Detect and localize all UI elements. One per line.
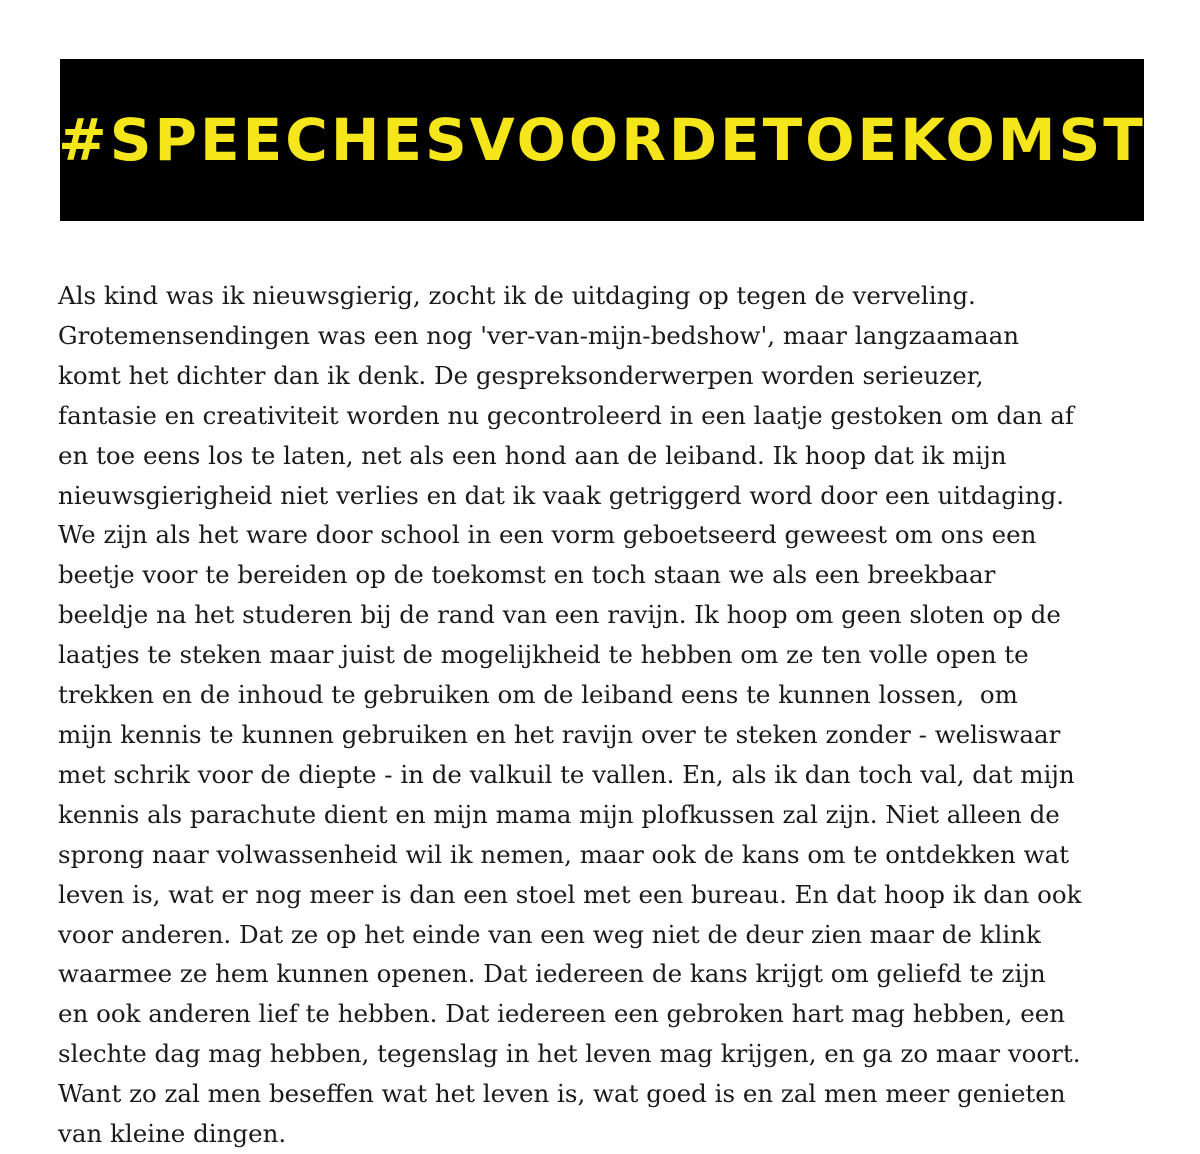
article-line: sprong naar volwassenheid wil ik nemen, maar ook de kans om te ontdekken wat bbox=[58, 839, 1070, 869]
article-line: waarmee ze hem kunnen openen. Dat iedereen de kans krijgt om geliefd te zijn bbox=[58, 959, 1046, 989]
article-body bbox=[58, 276, 1148, 1154]
article-line: voor anderen. Dat ze op het einde van een weg niet de deur zien maar de klink bbox=[58, 919, 1041, 949]
article-line: van kleine dingen. bbox=[58, 1119, 287, 1149]
article-line: kennis als parachute dient en mijn mama mijn plofkussen zal zijn. Niet alleen de bbox=[58, 799, 1060, 829]
article-line: fantasie en creativiteit worden nu gecontroleerd in een laatje gestoken om dan af bbox=[58, 400, 1074, 430]
article-line: nieuwsgierigheid niet verlies en dat ik vaak getriggerd word door een uitdaging. bbox=[58, 480, 1065, 510]
article-line: komt het dichter dan ik denk. De gespreksonderwerpen worden serieuzer, bbox=[58, 360, 984, 390]
article-line: Grotemensendingen was een nog 'ver-van-mijn-bedshow', maar langzaamaan bbox=[58, 320, 1020, 350]
article-line: trekken en de inhoud te gebruiken om de leiband eens te kunnen lossen, om bbox=[58, 680, 1018, 710]
article-line: Als kind was ik nieuwsgierig, zocht ik de uitdaging op tegen de verveling. bbox=[58, 281, 976, 310]
banner-title: #SPEECHESVOORDETOEKOMST bbox=[58, 106, 1146, 174]
article-line: leven is, wat er nog meer is dan een stoel met een bureau. En dat hoop ik dan ook bbox=[58, 879, 1082, 909]
article-line: mijn kennis te kunnen gebruiken en het ravijn over te steken zonder - weliswaar bbox=[58, 719, 1061, 749]
article-line: beeldje na het studeren bij de rand van een ravijn. Ik hoop om geen sloten op de bbox=[58, 600, 1061, 630]
article-line: Want zo zal men beseffen wat het leven is, wat goed is en zal men meer genieten bbox=[58, 1079, 1066, 1109]
article-line: slechte dag mag hebben, tegenslag in het leven mag krijgen, en ga zo maar voort. bbox=[58, 1039, 1081, 1069]
article-line: We zijn als het ware door school in een vorm geboetseerd geweest om ons een bbox=[58, 520, 1037, 550]
article-line: met schrik voor de diepte - in de valkuil te vallen. En, als ik dan toch val, dat mijn bbox=[58, 759, 1075, 789]
article-line: en ook anderen lief te hebben. Dat iedereen een gebroken hart mag hebben, een bbox=[58, 999, 1066, 1029]
article-line: laatjes te steken maar juist de mogelijkheid te hebben om ze ten volle open te bbox=[58, 640, 1029, 670]
article-line: en toe eens los te laten, net als een hond aan de leiband. Ik hoop dat ik mijn bbox=[58, 440, 1007, 470]
article-line: beetje voor te bereiden op de toekomst en toch staan we als een breekbaar bbox=[58, 560, 996, 590]
title-banner bbox=[60, 59, 1144, 221]
